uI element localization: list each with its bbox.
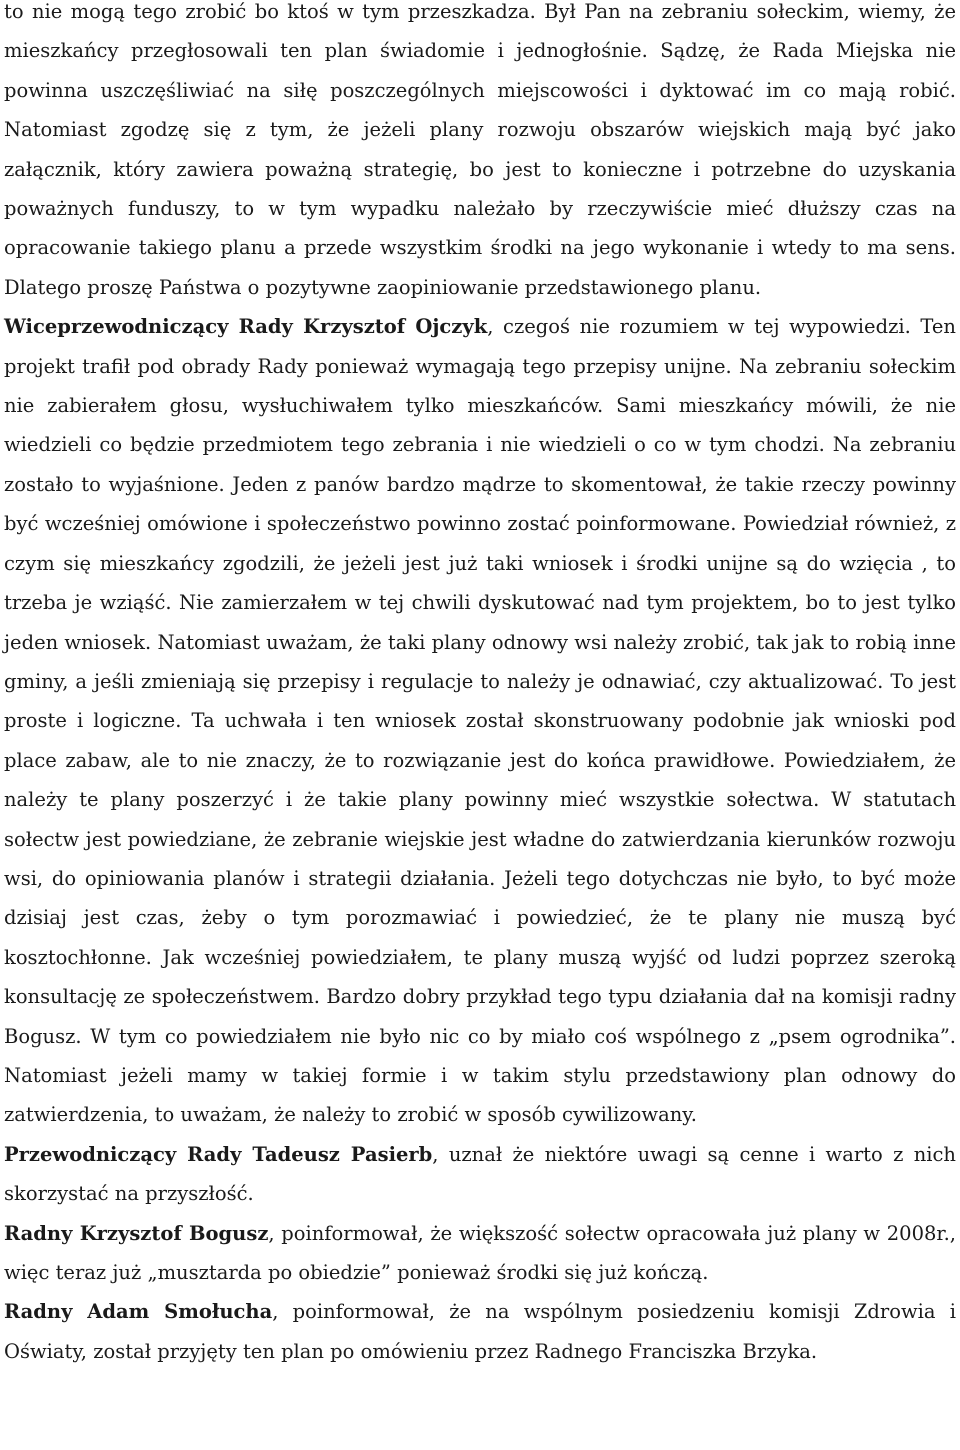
- paragraph-smolucha: [4, 1292, 956, 1371]
- paragraph-text: , poinformował, że większość sołectw opracowała już plany w 2008r., więc teraz już „musztarda po obiedzie” ponieważ środki się już kończą.: [4, 1221, 956, 1284]
- speaker-name: Radny Krzysztof Bogusz: [4, 1221, 269, 1245]
- speaker-name: Wiceprzewodniczący Rady Krzysztof Ojczyk: [4, 315, 488, 339]
- paragraph-text: , czegoś nie rozumiem w tej wypowiedzi. Ten projekt trafił pod obrady Rady ponieważ wymagają tego przepisy unijne. Na zebraniu sołeckim nie zabierałem głosu, wysłuchiwałem tylko mieszkańców. Sami mieszkańcy mówili, że nie wiedzieli co będzie przedmiotem tego zebrania i nie wiedzieli o co w tym chodzi. Na zebraniu zostało to wyjaśnione. Jeden z panów bardzo mądrze to skomentował, że takie rzeczy powinny być wcześniej omówione i społeczeństwo powinno zostać poinformowane. Powiedział również, z czym się mieszkańcy zgodzili, że jeżeli jest już taki wniosek i środki unijne są do wzięcia , to trzeba je wziąść. Nie zamierzałem w tej chwili dyskutować nad tym projektem, bo to jest tylko jeden wniosek. Natomiast uważam, że taki plany odnowy wsi należy zrobić, tak jak to robią inne gminy, a jeśli zmieniają się przepisy i regulacje to należy je odnawiać, czy aktualizować. To jest proste i logiczne. Ta uchwała i ten wniosek został skonstruowany podobnie jak wnioski pod place zabaw, ale to nie znaczy, że to rozwiązanie jest do końca prawidłowe. Powiedziałem, że należy te plany poszerzyć i że takie plany powinny mieć wszystkie sołectwa. W statutach sołectw jest powiedziane, że zebranie wiejskie jest władne do zatwierdzania kierunków rozwoju wsi, do opiniowania planów i strategii działania. Jeżeli tego dotychczas nie było, to być może dzisiaj jest czas, żeby o tym porozmawiać i powiedzieć, że te plany nie muszą być kosztochłonne. Jak wcześniej powiedziałem, te plany muszą wyjść od ludzi poprzez szeroką konsultację ze społeczeństwem. Bardzo dobry przykład tego typu działania dał na komisji radny Bogusz. W tym co powiedziałem nie było nic co by miało coś wspólnego z „psem ogrodnika”. Natomiast jeżeli mamy w takiej formie i w takim stylu przedstawiony plan odnowy do zatwierdzenia, to uważam, że należy to zrobić w sposób cywilizowany.: [4, 315, 956, 1127]
- paragraph-pasierb: [4, 1135, 956, 1214]
- speaker-name: Przewodniczący Rady Tadeusz Pasierb: [4, 1142, 433, 1166]
- document-page: [4, 0, 956, 1371]
- paragraph-text: , poinformował, że na wspólnym posiedzeniu komisji Zdrowia i Oświaty, został przyjęty ten plan po omówieniu przez Radnego Franciszka Brzyka.: [4, 1300, 956, 1363]
- paragraph-ojczyk: [4, 307, 956, 1135]
- paragraph-bogusz: [4, 1214, 956, 1293]
- paragraph-continuation: [4, 0, 956, 307]
- paragraph-text: to nie mogą tego zrobić bo ktoś w tym przeszkadza. Był Pan na zebraniu sołeckim, wiemy, że mieszkańcy przegłosowali ten plan świadomie i jednogłośnie. Sądzę, że Rada Miejska nie powinna uszczęśliwiać na siłę poszczególnych miejscowości i dyktować im co mają robić. Natomiast zgodzę się z tym, że jeżeli plany rozwoju obszarów wiejskich mają być jako załącznik, który zawiera poważną strategię, bo jest to konieczne i potrzebne do uzyskania poważnych funduszy, to w tym wypadku należało by rzeczywiście mieć dłuższy czas na opracowanie takiego planu a przede wszystkim środki na jego wykonanie i wtedy to ma sens. Dlatego proszę Państwa o pozytywne zaopiniowanie przedstawionego planu.: [4, 0, 956, 299]
- speaker-name: Radny Adam Smołucha: [4, 1300, 273, 1324]
- paragraph-text: , uznał że niektóre uwagi są cenne i warto z nich skorzystać na przyszłość.: [4, 1142, 956, 1206]
